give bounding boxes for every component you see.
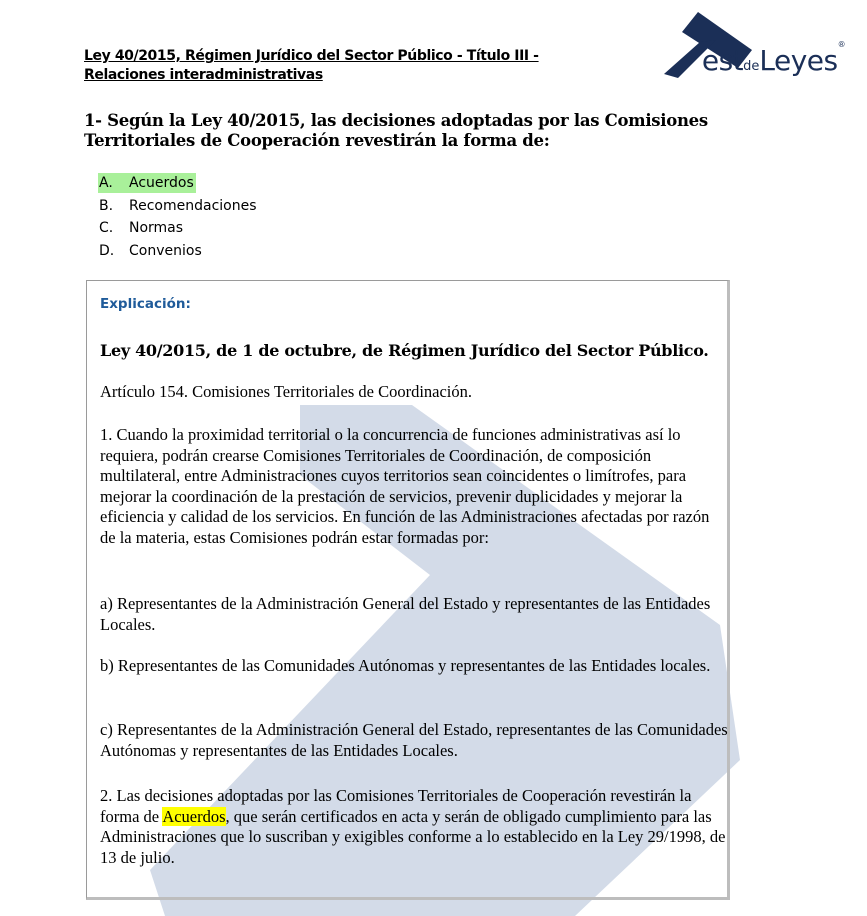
law-title: Ley 40/2015, de 1 de octubre, de Régimen Jurídico del Sector Público. — [100, 341, 709, 360]
highlighted-answer: Acuerdos — [162, 806, 226, 826]
paragraph-c: c) Representantes de la Administración General del Estado, representantes de las Comunidades Autónomas y representantes de las Entidades Locales. — [100, 720, 728, 760]
option-label: Convenios — [129, 242, 202, 259]
paragraph-b: b) Representantes de las Comunidades Autónomas y representantes de las Entidades locales. — [100, 656, 711, 675]
paragraph-a: a) Representantes de la Administración General del Estado y representantes de las Entidades Locales. — [100, 594, 711, 634]
answer-options — [98, 172, 259, 262]
option-d — [98, 240, 259, 263]
testdeleyes-logo — [660, 10, 850, 85]
article-heading: Artículo 154. Comisiones Territoriales de Coordinación. — [100, 382, 473, 401]
option-label: Acuerdos — [129, 175, 194, 192]
option-letter: D. — [99, 242, 115, 259]
option-letter: B. — [99, 197, 114, 214]
option-letter: C. — [99, 220, 114, 237]
option-b — [98, 195, 259, 218]
document-title: Ley 40/2015, Régimen Jurídico del Sector Público - Título III - Relaciones interadministrativas — [84, 48, 539, 83]
logo-text-de: de — [743, 59, 760, 74]
paragraph-1: 1. Cuando la proximidad territorial o la concurrencia de funciones administrativas así lo requiera, podrán crearse Comisiones Territoriales de Coordinación, de composición multilateral, entre Administraciones cuyos territorios sean coincidentes o limítrofes, para mejorar la coordinación de la prestación de servicios, prevenir duplicidades y mejorar la eficiencia y calidad de los servicios. En función de las Administraciones afectadas por razón de la materia, estas Comisiones podrán estar formadas por: — [100, 425, 710, 547]
logo-text-est: est — [701, 44, 744, 77]
paragraph-2-start: 2. Las decisiones adoptadas por las Comisiones Territoriales de Cooperación revestirán la forma de — [100, 786, 692, 826]
option-c — [98, 217, 259, 240]
logo-wordmark — [690, 40, 846, 77]
question-text: 1- Según la Ley 40/2015, las decisiones adoptadas por las Comisiones Territoriales de Cooperación revestirán la forma de: — [84, 111, 708, 150]
option-label: Normas — [129, 220, 184, 237]
paragraph-2 — [100, 786, 728, 868]
logo-text-leyes: Leyes — [759, 44, 838, 77]
registered-mark: ® — [837, 40, 846, 49]
option-letter: A. — [99, 175, 113, 192]
option-label: Recomendaciones — [129, 197, 257, 214]
option-a — [98, 172, 259, 195]
explanation-label: Explicación: — [100, 296, 191, 312]
paragraph-2-end: , que serán certificados en acta y serán de obligado cumplimiento para las Administraciones que lo suscriban y exigibles conforme a lo establecido en la Ley 29/1998, de 13 de julio. — [100, 806, 726, 867]
